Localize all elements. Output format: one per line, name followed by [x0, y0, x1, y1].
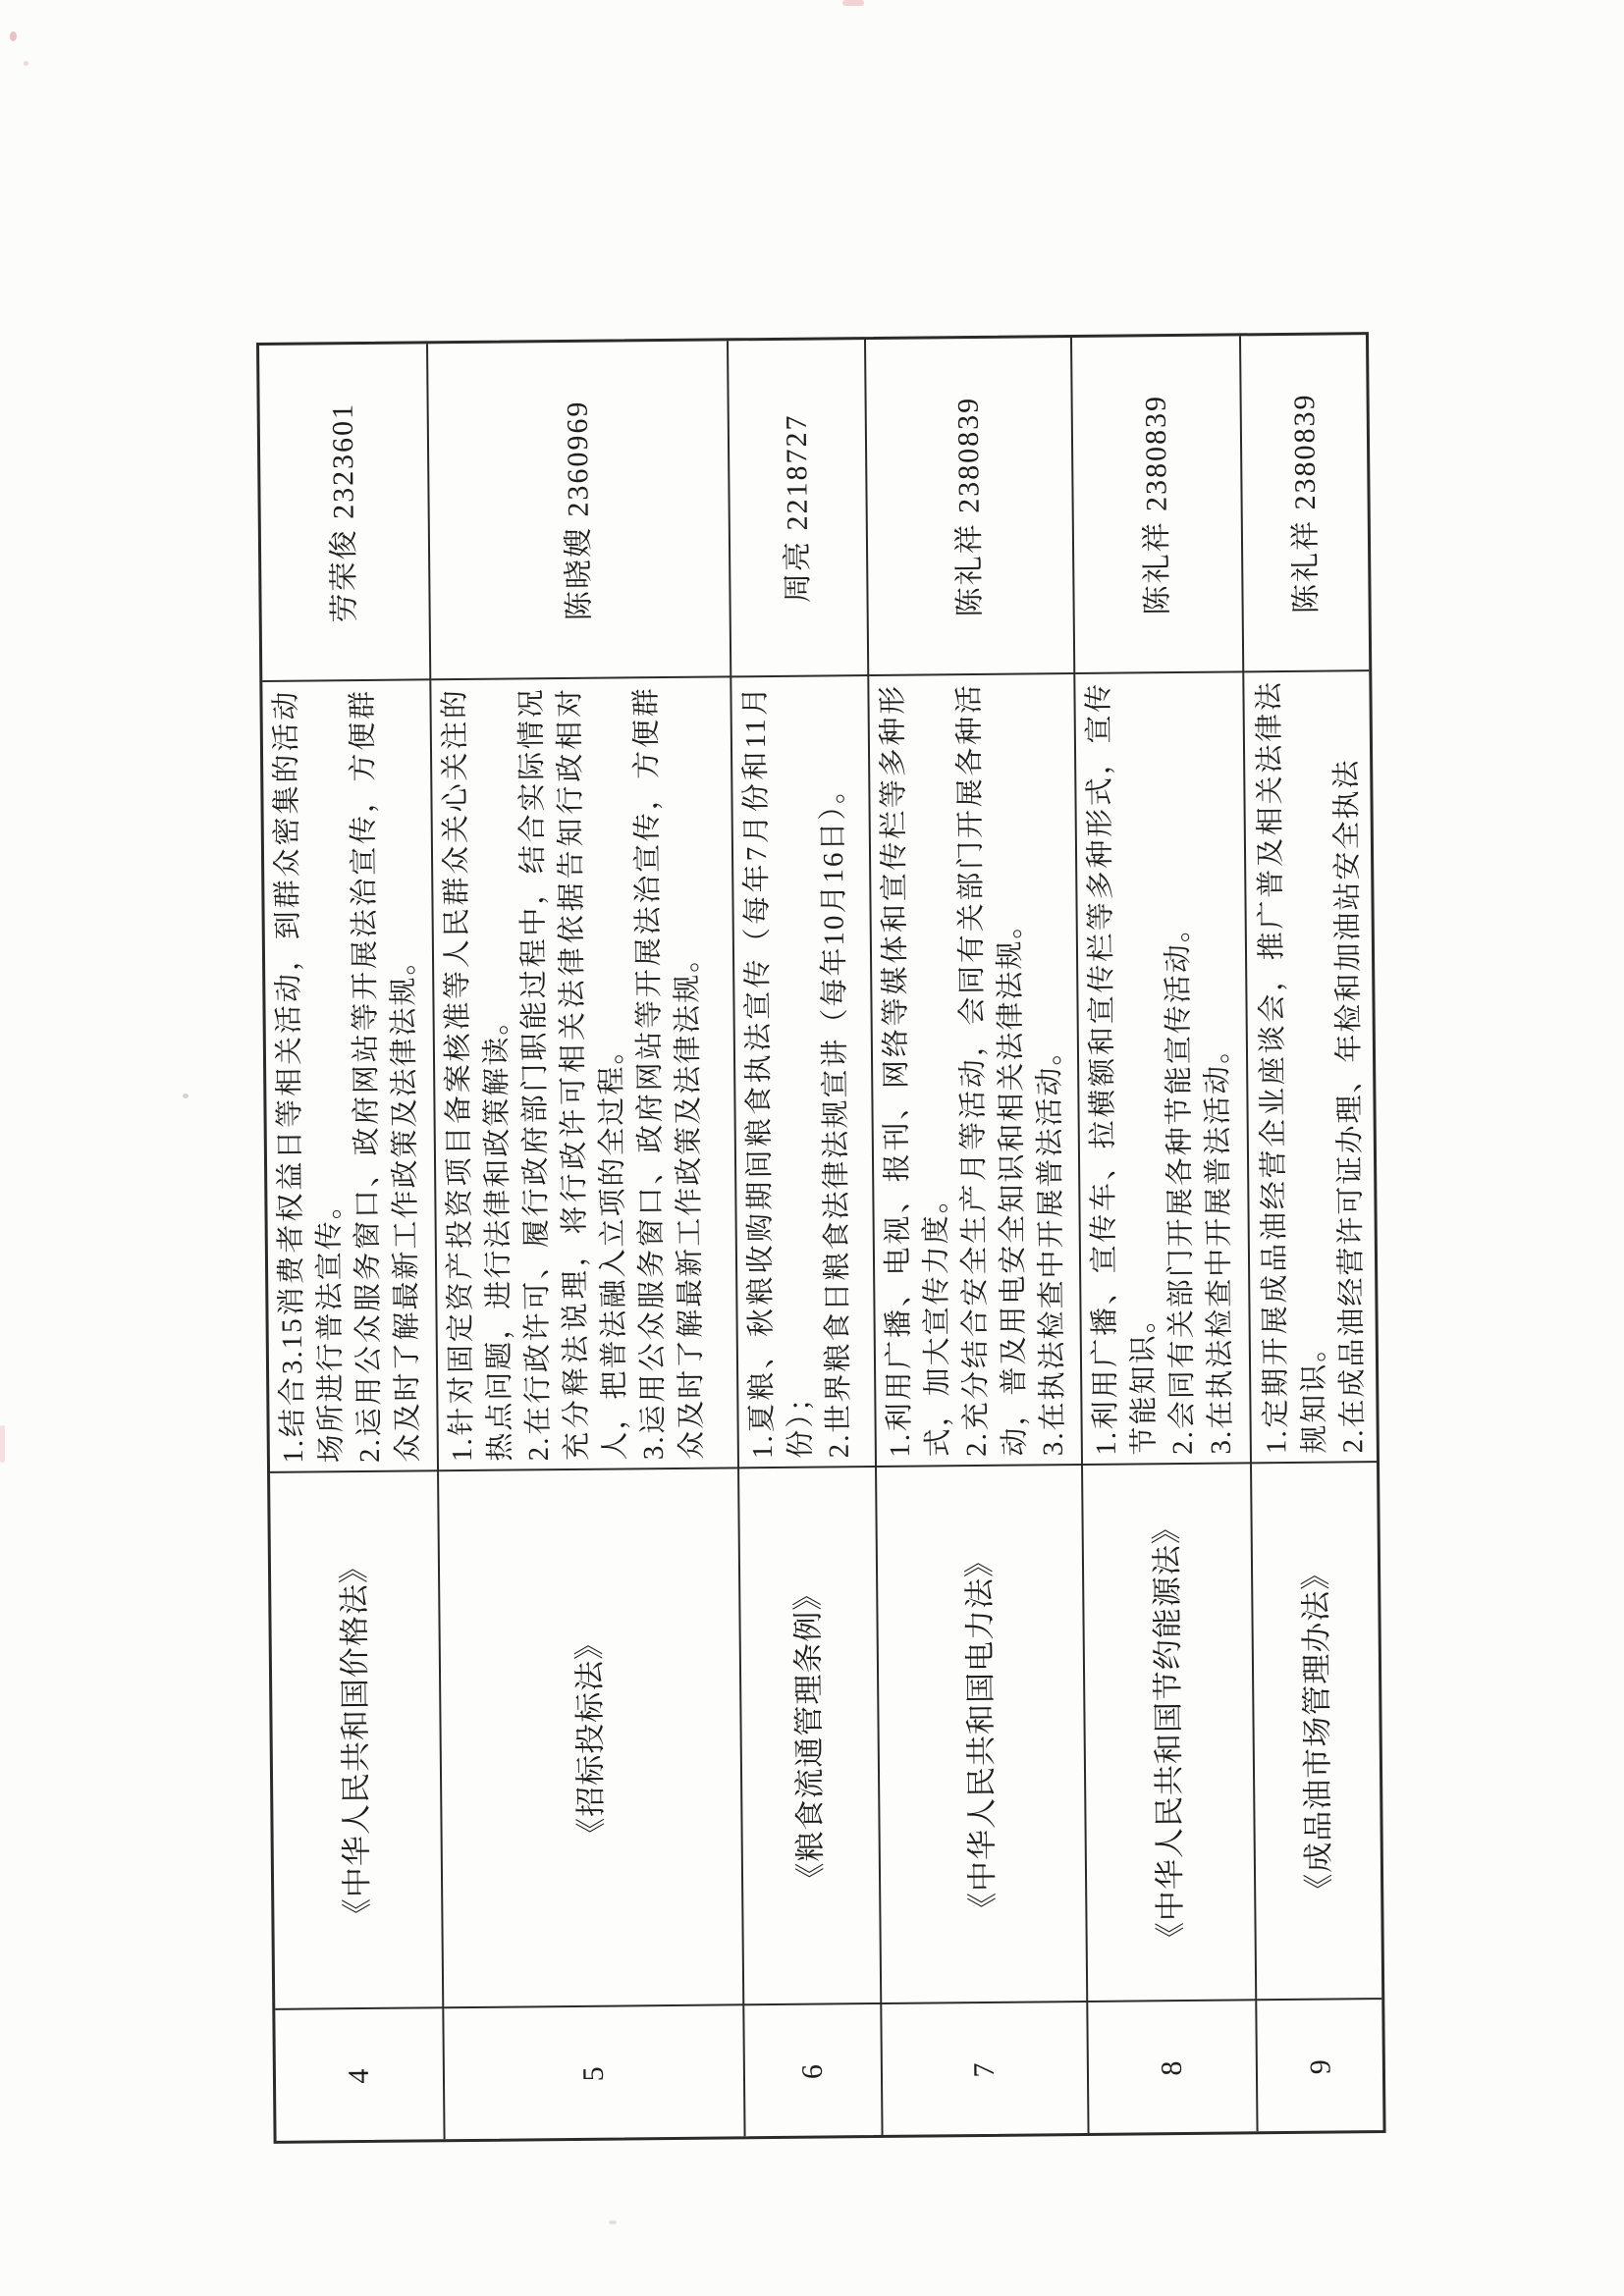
item-5-contact-cell	[428, 341, 731, 680]
item-9-number-text: 9	[1303, 2056, 1336, 2074]
item-9-law-text: 《成品油市场管理办法》	[1297, 1558, 1336, 1904]
item-8-content-cell	[1075, 672, 1252, 1466]
item-8-content-text: 1.利用广播、宣传车、拉横额和宣传栏等多种形式，宣传节能知识。 2.会同有关部门开展各种节能宣传活动。 3.在执法检查中开展普法活动。	[1083, 681, 1237, 1456]
item-5-law-cell	[439, 1468, 744, 2008]
item-8-number-cell	[1088, 2001, 1258, 2133]
item-6-content-text: 1.夏粮、秋粮收购期间粮食执法宣传（每年7月份和11月份）； 2.世界粮食日粮食法律法规宣讲（每年10月16日）。	[739, 684, 855, 1460]
item-9-contact-cell	[1241, 335, 1369, 672]
item-5-number-cell	[444, 2005, 745, 2139]
scan-speck	[609, 2220, 617, 2224]
item-5-content-text: 1.针对固定资产投资项目备案核准等人民群众关心关注的热点问题，进行法律和政策解读。 2.在行政许可、履行政府部门职能过程中，结合实际情况充分释法说理，将行政许可相关法律依据告知行政相对人，把普法融入立项的全过程。 3.运用公众服务窗口、政府网站等开展法治宣传，方便群众及时了解最新工作政策及法律法规。	[439, 686, 708, 1463]
item-9-number-cell	[1257, 2000, 1382, 2131]
item-5-law-text: 《招标投标法》	[571, 1628, 609, 1848]
scan-speck	[10, 31, 17, 41]
item-6-number-text: 6	[795, 2061, 830, 2079]
item-4-law-cell	[270, 1471, 444, 2010]
scan-speck	[842, 0, 864, 6]
item-8-number-text: 8	[1155, 2057, 1188, 2076]
item-9-contact-text: 陈礼祥 2380839	[1287, 392, 1323, 614]
item-6-law-cell	[739, 1468, 882, 2005]
item-7-content-text: 1.利用广播、电视、报刊、网络等媒体和宣传栏等多种形式，加大宣传力度。 2.充分结合安全生产月等活动，会同有关部门开展各种活动，普及用电安全知识和相关法律法规。 3.在执法检查中开展普法活动。	[877, 682, 1069, 1458]
item-7-law-text: 《中华人民共和国电力法》	[961, 1545, 1001, 1923]
item-4-law-text: 《中华人民共和国价格法》	[336, 1551, 375, 1929]
item-7-law-cell	[877, 1466, 1088, 2004]
item-7-number-cell	[882, 2002, 1089, 2135]
scan-speck	[183, 1094, 189, 1098]
item-6-number-cell	[744, 2004, 883, 2136]
item-9-content-cell	[1244, 671, 1377, 1464]
item-4-number-cell	[275, 2008, 445, 2141]
item-7-content-cell	[869, 674, 1083, 1468]
item-4-content-text: 1.结合3.15消费者权益日等相关活动，到群众密集的活动场所进行普法宣传。 2.运用公众服务窗口、政府网站等开展法治宣传，方便群众及时了解最新工作政策及法律法规。	[270, 688, 424, 1464]
item-4-content-cell	[262, 680, 439, 1473]
item-7-number-text: 7	[967, 2059, 1001, 2078]
item-4-number-text: 4	[342, 2065, 376, 2084]
item-8-law-text: 《中华人民共和国节约能源法》	[1149, 1512, 1188, 1952]
legal-publicity-table	[256, 332, 1386, 2144]
item-9-law-cell	[1252, 1463, 1381, 2001]
item-8-contact-text: 陈礼祥 2380839	[1139, 394, 1174, 615]
item-6-contact-cell	[729, 340, 869, 677]
item-5-contact-text: 陈晓嫂 2360969	[561, 399, 596, 620]
item-8-law-cell	[1083, 1464, 1257, 2002]
item-9-content-text: 1.定期开展成品油经营企业座谈会，推广普及相关法律法规知识。 2.在成品油经营许可证办理、年检和加油站安全执法	[1253, 679, 1369, 1455]
item-6-content-cell	[731, 676, 877, 1468]
item-5-number-text: 5	[576, 2063, 611, 2081]
item-4-contact-cell	[259, 344, 431, 682]
item-8-contact-cell	[1072, 336, 1244, 674]
scan-speck	[0, 1425, 5, 1463]
item-6-contact-text: 周亮 2218727	[780, 412, 815, 603]
item-6-law-text: 《粮食流通管理条例》	[790, 1577, 829, 1894]
item-7-contact-cell	[866, 338, 1075, 676]
table-sheet	[256, 332, 1386, 2144]
item-4-contact-text: 劳荣俊 2323601	[326, 401, 361, 623]
item-5-content-cell	[431, 677, 739, 1471]
item-7-contact-text: 陈礼祥 2380839	[951, 396, 987, 616]
scan-speck	[24, 61, 28, 66]
